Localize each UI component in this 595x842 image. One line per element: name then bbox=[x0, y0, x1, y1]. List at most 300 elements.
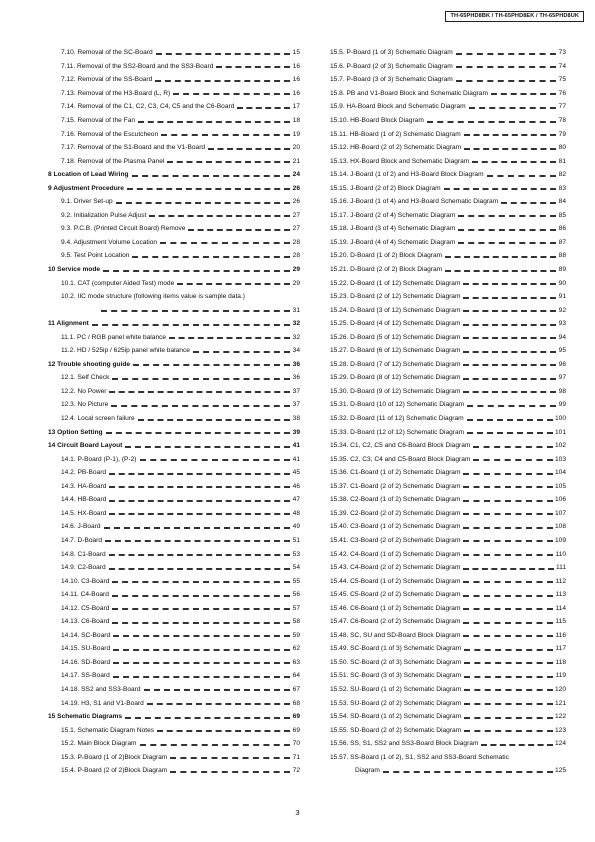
toc-entry[interactable] bbox=[330, 168, 566, 182]
toc-entry-page: 110 bbox=[555, 550, 566, 558]
toc-entry[interactable] bbox=[330, 547, 566, 561]
toc-entry-title: 15.26. D-Board (5 of 12) Schematic Diagram bbox=[330, 333, 461, 341]
toc-entry-title: 15.35. C2, C3, C4 and C5-Board Block Diagram bbox=[330, 455, 471, 463]
toc-entry-title: 15.21. D-Board (2 of 2) Block Diagram bbox=[330, 266, 443, 274]
toc-entry[interactable] bbox=[48, 141, 300, 155]
dot-leader bbox=[491, 93, 556, 95]
toc-entry-title: 15.7. P-Board (3 of 3) Schematic Diagram bbox=[330, 76, 453, 84]
toc-entry[interactable] bbox=[330, 263, 566, 277]
toc-entry[interactable] bbox=[330, 330, 566, 344]
toc-entry[interactable] bbox=[330, 276, 566, 290]
toc-entry[interactable] bbox=[48, 330, 300, 344]
toc-entry-title: 14.9. C2-Board bbox=[61, 564, 106, 572]
toc-entry-page: 69 bbox=[292, 713, 300, 721]
toc-entry-page: 109 bbox=[554, 536, 566, 544]
toc-entry-title: 9.3. P.C.B. (Printed Circuit Board) Remove bbox=[61, 225, 186, 233]
toc-entry-page: 41 bbox=[292, 455, 300, 463]
toc-entry-title: 10.1. CAT (computer Aided Test) mode bbox=[61, 279, 175, 287]
toc-entry-page: 53 bbox=[292, 550, 300, 558]
toc-entry-title: 15.6. P-Board (2 of 3) Schematic Diagram bbox=[330, 62, 453, 70]
dot-leader bbox=[473, 459, 553, 461]
toc-entry-page: 97 bbox=[558, 374, 566, 382]
dot-leader bbox=[144, 689, 290, 691]
toc-entry-page: 37 bbox=[292, 387, 300, 395]
toc-entry[interactable] bbox=[48, 222, 300, 236]
dot-leader bbox=[458, 215, 556, 217]
toc-entry-page: 31 bbox=[292, 306, 300, 314]
toc-entry-page: 90 bbox=[558, 279, 566, 287]
toc-entry-page: 18 bbox=[292, 117, 300, 124]
toc-entry-title: 15.8. PB and V1-Board Block and Schematic Diagram bbox=[330, 89, 488, 97]
toc-entry-title: 15.49. SC-Board (1 of 3) Schematic Diagram bbox=[330, 645, 462, 653]
dot-leader bbox=[111, 405, 290, 407]
toc-entry-page: 73 bbox=[558, 49, 566, 57]
dot-leader bbox=[167, 161, 290, 163]
toc-entry-title: 14.13. C6-Board bbox=[61, 618, 110, 626]
toc-entry-title: 15.1. Schematic Diagram Notes bbox=[61, 726, 155, 734]
toc-entry-title: 14.16. SD-Board bbox=[61, 658, 111, 666]
toc-entry-title: 7.10. Removal of the SC-Board bbox=[61, 49, 153, 57]
toc-entry[interactable] bbox=[48, 669, 300, 683]
toc-entry[interactable] bbox=[48, 710, 300, 724]
toc-entry-title: 7.11. Removal of the SS2-Board and the SS3-Board bbox=[61, 62, 214, 70]
toc-entry-title: 15.57. SS-Board (1 of 2), S1, SS2 and SS3-Board Schematic bbox=[330, 753, 509, 761]
toc-entry[interactable] bbox=[48, 60, 300, 74]
toc-entry[interactable] bbox=[48, 425, 300, 439]
toc-entry-page: 83 bbox=[558, 184, 566, 192]
toc-entry[interactable] bbox=[48, 547, 300, 561]
toc-entry-title: 15.48. SC, SU and SD-Board Block Diagram bbox=[330, 631, 461, 639]
toc-entry-page: 72 bbox=[292, 767, 300, 775]
toc-entry[interactable] bbox=[330, 710, 566, 724]
toc-entry[interactable] bbox=[330, 141, 566, 155]
toc-entry[interactable] bbox=[48, 263, 300, 277]
dot-leader bbox=[464, 134, 556, 136]
toc-entry[interactable] bbox=[330, 209, 566, 223]
toc-entry[interactable] bbox=[48, 168, 300, 182]
toc-entry-title: 15.37. C1-Board (2 of 2) Schematic Diagram bbox=[330, 482, 461, 490]
toc-entry[interactable] bbox=[330, 317, 566, 331]
toc-entry[interactable] bbox=[330, 696, 566, 710]
toc-entry[interactable] bbox=[48, 750, 300, 764]
dot-leader bbox=[463, 310, 556, 312]
toc-entry-title: 14.19. H3, S1 and V1-Board bbox=[61, 699, 144, 707]
toc-entry[interactable] bbox=[330, 46, 566, 60]
toc-entry[interactable] bbox=[330, 290, 566, 304]
dot-leader bbox=[132, 256, 290, 258]
dot-leader bbox=[463, 473, 553, 475]
toc-entry-title: 14.1. P-Board (P-1), (P-2) bbox=[61, 455, 137, 463]
toc-entry[interactable] bbox=[330, 358, 566, 372]
toc-entry[interactable] bbox=[330, 222, 566, 236]
toc-entry-page: 20 bbox=[292, 144, 300, 152]
toc-entry[interactable] bbox=[48, 303, 300, 317]
toc-entry-page: 105 bbox=[554, 482, 566, 490]
dot-leader bbox=[463, 540, 553, 542]
toc-entry[interactable] bbox=[48, 534, 300, 548]
dot-leader bbox=[464, 703, 553, 705]
toc-entry-title: 15.4. P-Board (2 of 2)Block Diagram bbox=[61, 767, 168, 775]
toc-entry[interactable] bbox=[48, 601, 300, 615]
dot-leader bbox=[140, 744, 291, 746]
toc-entry-page: 63 bbox=[292, 658, 300, 666]
toc-entry-page: 108 bbox=[554, 523, 566, 531]
toc-left-column bbox=[48, 46, 300, 778]
toc-entry[interactable] bbox=[330, 656, 566, 670]
dot-leader bbox=[463, 297, 556, 299]
toc-entry-page: 67 bbox=[292, 685, 300, 693]
toc-entry[interactable] bbox=[330, 669, 566, 683]
toc-entry[interactable] bbox=[48, 480, 300, 494]
toc-entry[interactable] bbox=[48, 642, 300, 656]
dot-leader bbox=[109, 473, 290, 475]
dot-leader bbox=[103, 270, 290, 272]
dot-leader bbox=[464, 676, 553, 678]
toc-entry-page: 112 bbox=[555, 577, 566, 585]
dot-leader bbox=[113, 676, 290, 678]
toc-entry-page: 28 bbox=[292, 252, 300, 260]
toc-entry-page: 80 bbox=[558, 144, 566, 152]
toc-entry-title: 9.2. Initialization Pulse Adjust bbox=[61, 211, 147, 219]
dot-leader bbox=[463, 622, 553, 624]
page-number: 3 bbox=[295, 808, 300, 817]
toc-entry[interactable] bbox=[48, 615, 300, 629]
dot-leader bbox=[170, 771, 290, 773]
toc-entry[interactable] bbox=[48, 439, 300, 453]
dot-leader bbox=[445, 256, 556, 258]
toc-entry-title: 15.47. C6-Board (2 of 2) Schematic Diagram bbox=[330, 618, 461, 626]
toc-entry[interactable] bbox=[48, 561, 300, 575]
toc-entry-page: 47 bbox=[292, 496, 300, 504]
toc-entry[interactable] bbox=[48, 723, 300, 737]
dot-leader bbox=[458, 229, 556, 231]
toc-entry-title: 15.23. D-Board (2 of 12) Schematic Diagram bbox=[330, 293, 461, 301]
toc-entry[interactable] bbox=[330, 100, 566, 114]
toc-entry[interactable] bbox=[48, 696, 300, 710]
toc-entry-title: 15.20. D-Board (1 of 2) Block Diagram bbox=[330, 252, 443, 260]
toc-entry[interactable] bbox=[48, 290, 300, 304]
toc-entry[interactable] bbox=[48, 574, 300, 588]
toc-entry[interactable] bbox=[330, 249, 566, 263]
toc-entry-page: 28 bbox=[292, 238, 300, 246]
dot-leader bbox=[463, 486, 553, 488]
toc-entry-title: Diagram bbox=[355, 767, 380, 775]
toc-entry-page: 21 bbox=[292, 157, 300, 165]
toc-entry-title: 15.45. C5-Board (2 of 2) Schematic Diagram bbox=[330, 591, 461, 599]
toc-entry[interactable] bbox=[330, 629, 566, 643]
toc-entry-page: 91 bbox=[558, 293, 566, 301]
toc-entry[interactable] bbox=[330, 425, 566, 439]
toc-entry-page: 94 bbox=[558, 333, 566, 341]
toc-entry-title: 14.15. SU-Board bbox=[61, 645, 111, 653]
dot-leader bbox=[109, 391, 290, 393]
toc-entry-title: 15.51. SC-Board (3 of 3) Schematic Diagram bbox=[330, 672, 462, 680]
dot-leader bbox=[105, 540, 290, 542]
toc-entry-page: 62 bbox=[292, 645, 300, 653]
dot-leader bbox=[464, 662, 553, 664]
toc-entry-page: 38 bbox=[292, 415, 300, 423]
toc-entry[interactable] bbox=[330, 737, 566, 751]
toc-entry-page: 89 bbox=[558, 266, 566, 274]
toc-entry[interactable] bbox=[330, 73, 566, 87]
toc-entry[interactable] bbox=[48, 195, 300, 209]
toc-entry-page: 70 bbox=[292, 740, 300, 748]
toc-entry-page: 37 bbox=[292, 401, 300, 409]
dot-leader bbox=[445, 270, 556, 272]
dot-leader bbox=[456, 66, 556, 68]
toc-entry[interactable] bbox=[330, 764, 566, 778]
toc-entry-page: 17 bbox=[292, 103, 300, 111]
toc-entry[interactable] bbox=[330, 534, 566, 548]
toc-entry[interactable] bbox=[330, 412, 566, 426]
toc-entry-title: 14.12. C5-Board bbox=[61, 604, 110, 612]
dot-leader bbox=[112, 608, 290, 610]
toc-entry-title: 9.4. Adjustment Volume Location bbox=[61, 238, 158, 246]
toc-entry[interactable] bbox=[330, 588, 566, 602]
toc-entry[interactable] bbox=[48, 358, 300, 372]
toc-entry-page: 93 bbox=[558, 320, 566, 328]
toc-entry[interactable] bbox=[48, 520, 300, 534]
toc-entry[interactable] bbox=[48, 209, 300, 223]
toc-entry[interactable] bbox=[48, 154, 300, 168]
toc-entry[interactable] bbox=[330, 493, 566, 507]
toc-entry-title: 14.10. C3-Board bbox=[61, 577, 110, 585]
toc-entry-title: 15.54. SD-Board (1 of 2) Schematic Diagram bbox=[330, 713, 462, 721]
toc-entry-page: 102 bbox=[554, 442, 566, 450]
toc-entry-title: 8 Location of Lead Wiring bbox=[48, 171, 129, 179]
toc-entry[interactable] bbox=[330, 398, 566, 412]
dot-leader bbox=[106, 432, 290, 434]
toc-entry[interactable] bbox=[48, 737, 300, 751]
toc-entry[interactable] bbox=[48, 452, 300, 466]
dot-leader bbox=[101, 310, 290, 312]
toc-entry-title: 11.2. HD / 525ip / 625ip panel white balance bbox=[61, 347, 190, 355]
toc-entry-page: 16 bbox=[292, 76, 300, 84]
toc-entry-title: 7.16. Removal of the Escutcheon bbox=[61, 130, 159, 138]
toc-entry[interactable] bbox=[48, 249, 300, 263]
toc-entry-page: 77 bbox=[558, 103, 566, 111]
toc-entry-title: 15.34. C1, C2, C5 and C6-Board Block Diagram bbox=[330, 442, 471, 450]
toc-entry[interactable] bbox=[48, 344, 300, 358]
toc-entry[interactable] bbox=[330, 385, 566, 399]
toc-entry-page: 59 bbox=[292, 631, 300, 639]
toc-entry-page: 68 bbox=[292, 699, 300, 707]
toc-entry-page: 46 bbox=[292, 482, 300, 490]
toc-entry-title: 14.17. SS-Board bbox=[61, 672, 110, 680]
toc-entry-page: 120 bbox=[554, 685, 566, 693]
toc-entry[interactable] bbox=[330, 683, 566, 697]
toc-entry[interactable] bbox=[330, 520, 566, 534]
toc-entry-page: 84 bbox=[558, 198, 566, 206]
toc-entry[interactable] bbox=[330, 642, 566, 656]
toc-entry-title: 15.33. D-Board (12 of 12) Schematic Diagram bbox=[330, 428, 465, 436]
dot-leader bbox=[464, 689, 553, 691]
toc-entry[interactable] bbox=[48, 764, 300, 778]
toc-entry[interactable] bbox=[330, 615, 566, 629]
dot-leader bbox=[116, 202, 290, 204]
toc-entry-title: 15.18. J-Board (3 of 4) Schematic Diagram bbox=[330, 225, 456, 233]
toc-entry-page: 100 bbox=[554, 415, 566, 423]
dot-leader bbox=[155, 80, 290, 82]
toc-entry[interactable] bbox=[48, 100, 300, 114]
toc-entry-title: 15.17. J-Board (2 of 4) Schematic Diagram bbox=[330, 211, 456, 219]
dot-leader bbox=[463, 608, 553, 610]
toc-entry-page: 58 bbox=[292, 618, 300, 626]
toc-entry-title: 15.44. C5-Board (1 of 2) Schematic Diagram bbox=[330, 577, 461, 585]
dot-leader bbox=[113, 649, 290, 651]
toc-entry-title: 15.25. D-Board (4 of 12) Schematic Diagram bbox=[330, 320, 461, 328]
toc-entry[interactable] bbox=[330, 574, 566, 588]
toc-entry-page: 69 bbox=[292, 726, 300, 734]
dot-leader bbox=[464, 148, 556, 150]
dot-leader bbox=[92, 324, 290, 326]
toc-entry-title: 15.30. D-Board (9 of 12) Schematic Diagram bbox=[330, 387, 461, 395]
toc-entry-page: 74 bbox=[558, 62, 566, 70]
toc-entry[interactable] bbox=[48, 73, 300, 87]
toc-entry[interactable] bbox=[48, 493, 300, 507]
dot-leader bbox=[463, 568, 554, 570]
toc-entry-page: 124 bbox=[554, 740, 566, 748]
toc-entry[interactable] bbox=[48, 114, 300, 128]
toc-entry-title: 15.22. D-Board (1 of 12) Schematic Diagram bbox=[330, 279, 461, 287]
toc-entry-title: 14.8. C1-Board bbox=[61, 550, 106, 558]
toc-entry[interactable] bbox=[48, 629, 300, 643]
toc-entry-page: 56 bbox=[292, 591, 300, 599]
toc-entry[interactable] bbox=[330, 723, 566, 737]
toc-entry[interactable] bbox=[48, 683, 300, 697]
toc-entry-title: 7.18. Removal of the Plasma Panel bbox=[61, 157, 165, 165]
toc-entry[interactable] bbox=[330, 466, 566, 480]
toc-entry-title: 15.2. Main Block Diagram bbox=[61, 740, 137, 748]
toc-entry[interactable] bbox=[330, 439, 566, 453]
toc-entry[interactable] bbox=[330, 127, 566, 141]
toc-entry-title: 15.24. D-Board (3 of 12) Schematic Diagram bbox=[330, 306, 461, 314]
toc-entry[interactable] bbox=[330, 87, 566, 101]
dot-leader bbox=[487, 175, 556, 177]
toc-entry[interactable] bbox=[48, 466, 300, 480]
toc-entry-title: 12.4. Local screen failure bbox=[61, 415, 135, 423]
dot-leader bbox=[112, 581, 290, 583]
toc-entry[interactable] bbox=[48, 87, 300, 101]
dot-leader bbox=[463, 378, 556, 380]
toc-entry-page: 76 bbox=[558, 89, 566, 97]
toc-entry-title: 10 Service mode bbox=[48, 266, 101, 274]
toc-entry[interactable] bbox=[48, 656, 300, 670]
toc-entry-page: 104 bbox=[554, 469, 566, 477]
dot-leader bbox=[458, 242, 556, 244]
dot-leader bbox=[481, 744, 553, 746]
toc-entry[interactable] bbox=[330, 452, 566, 466]
toc-entry-page: 115 bbox=[555, 618, 566, 626]
toc-entry[interactable] bbox=[330, 154, 566, 168]
toc-entry-page: 96 bbox=[558, 360, 566, 368]
toc-entry-page: 111 bbox=[555, 564, 566, 572]
toc-entry-title: 7.14. Removal of the C1, C2, C3, C4, C5 and the C6-Board bbox=[61, 103, 235, 111]
toc-entry[interactable] bbox=[330, 114, 566, 128]
toc-entry[interactable] bbox=[48, 317, 300, 331]
toc-entry[interactable] bbox=[48, 371, 300, 385]
dot-leader bbox=[472, 161, 556, 163]
toc-entry-title: 12.1. Self Check bbox=[61, 374, 110, 382]
toc-entry-title: 10.2. IIC mode structure (following items value is sample data.) bbox=[61, 293, 245, 301]
toc-entry-title: 15.31. D-Board (10 of 12) Schematic Diagram bbox=[330, 401, 465, 409]
dot-leader bbox=[138, 121, 290, 123]
toc-entry[interactable] bbox=[330, 750, 566, 764]
toc-entry[interactable] bbox=[330, 236, 566, 250]
dot-leader bbox=[170, 757, 290, 759]
toc-entry-title: 9.5. Test Point Location bbox=[61, 252, 130, 260]
dot-leader bbox=[456, 53, 556, 55]
toc-entry[interactable] bbox=[48, 46, 300, 60]
dot-leader bbox=[138, 419, 290, 421]
toc-entry[interactable] bbox=[48, 588, 300, 602]
dot-leader bbox=[467, 432, 553, 434]
toc-entry[interactable] bbox=[330, 507, 566, 521]
toc-entry-page: 117 bbox=[555, 645, 566, 653]
dot-leader bbox=[193, 351, 290, 353]
toc-entry-title: 15.15. J-Board (2 of 2) Block Diagram bbox=[330, 184, 441, 192]
toc-entry-title: 7.12. Removal of the SS-Board bbox=[61, 76, 153, 84]
toc-entry[interactable] bbox=[330, 181, 566, 195]
toc-entry[interactable] bbox=[330, 371, 566, 385]
toc-entry-title: 15.43. C4-Board (2 of 2) Schematic Diagram bbox=[330, 564, 461, 572]
toc-entry-page: 36 bbox=[292, 374, 300, 382]
toc-entry-title: 15.11. HB-Board (1 of 2) Schematic Diagram bbox=[330, 130, 461, 138]
dot-leader bbox=[127, 188, 290, 190]
toc-entry[interactable] bbox=[48, 507, 300, 521]
dot-leader bbox=[112, 622, 290, 624]
toc-entry[interactable] bbox=[48, 398, 300, 412]
toc-entry[interactable] bbox=[330, 480, 566, 494]
toc-entry[interactable] bbox=[330, 195, 566, 209]
toc-entry-title: 15.5. P-Board (1 of 3) Schematic Diagram bbox=[330, 49, 453, 57]
toc-entry[interactable] bbox=[48, 127, 300, 141]
toc-entry[interactable] bbox=[48, 181, 300, 195]
toc-entry-title: 14 Circuit Board Layout bbox=[48, 442, 123, 450]
toc-entry-page: 54 bbox=[292, 564, 300, 572]
toc-entry[interactable] bbox=[330, 561, 566, 575]
dot-leader bbox=[160, 242, 290, 244]
toc-entry-page: 79 bbox=[558, 130, 566, 138]
toc-entry-page: 41 bbox=[292, 442, 300, 450]
toc-entry-page: 125 bbox=[554, 767, 566, 775]
dot-leader bbox=[109, 486, 290, 488]
toc-entry-page: 118 bbox=[555, 658, 566, 666]
toc-entry-title: 12.2. No Power bbox=[61, 387, 107, 395]
toc-entry[interactable] bbox=[48, 276, 300, 290]
toc-entry-title: 12 Trouble shooting guide bbox=[48, 360, 131, 368]
dot-leader bbox=[463, 581, 553, 583]
toc-entry[interactable] bbox=[330, 303, 566, 317]
toc-entry[interactable] bbox=[48, 412, 300, 426]
toc-entry[interactable] bbox=[330, 344, 566, 358]
toc-entry-title: 15.41. C3-Board (2 of 2) Schematic Diagram bbox=[330, 536, 461, 544]
toc-entry-page: 81 bbox=[558, 157, 566, 165]
toc-entry[interactable] bbox=[330, 601, 566, 615]
toc-entry[interactable] bbox=[48, 236, 300, 250]
toc-entry-page: 107 bbox=[554, 509, 566, 517]
toc-entry-page: 34 bbox=[292, 347, 300, 355]
toc-entry[interactable] bbox=[330, 60, 566, 74]
toc-entry-title: 15.14. J-Board (1 of 2) and H3-Board Block Diagram bbox=[330, 171, 484, 179]
toc-entry-title: 14.3. HA-Board bbox=[61, 482, 107, 490]
dot-leader bbox=[161, 134, 290, 136]
toc-entry[interactable] bbox=[48, 385, 300, 399]
toc-entry-page: 15 bbox=[292, 49, 300, 57]
toc-entry-title: 15.39. C2-Board (2 of 2) Schematic Diagram bbox=[330, 509, 461, 517]
toc-entry-page: 36 bbox=[292, 360, 300, 368]
dot-leader bbox=[208, 148, 290, 150]
